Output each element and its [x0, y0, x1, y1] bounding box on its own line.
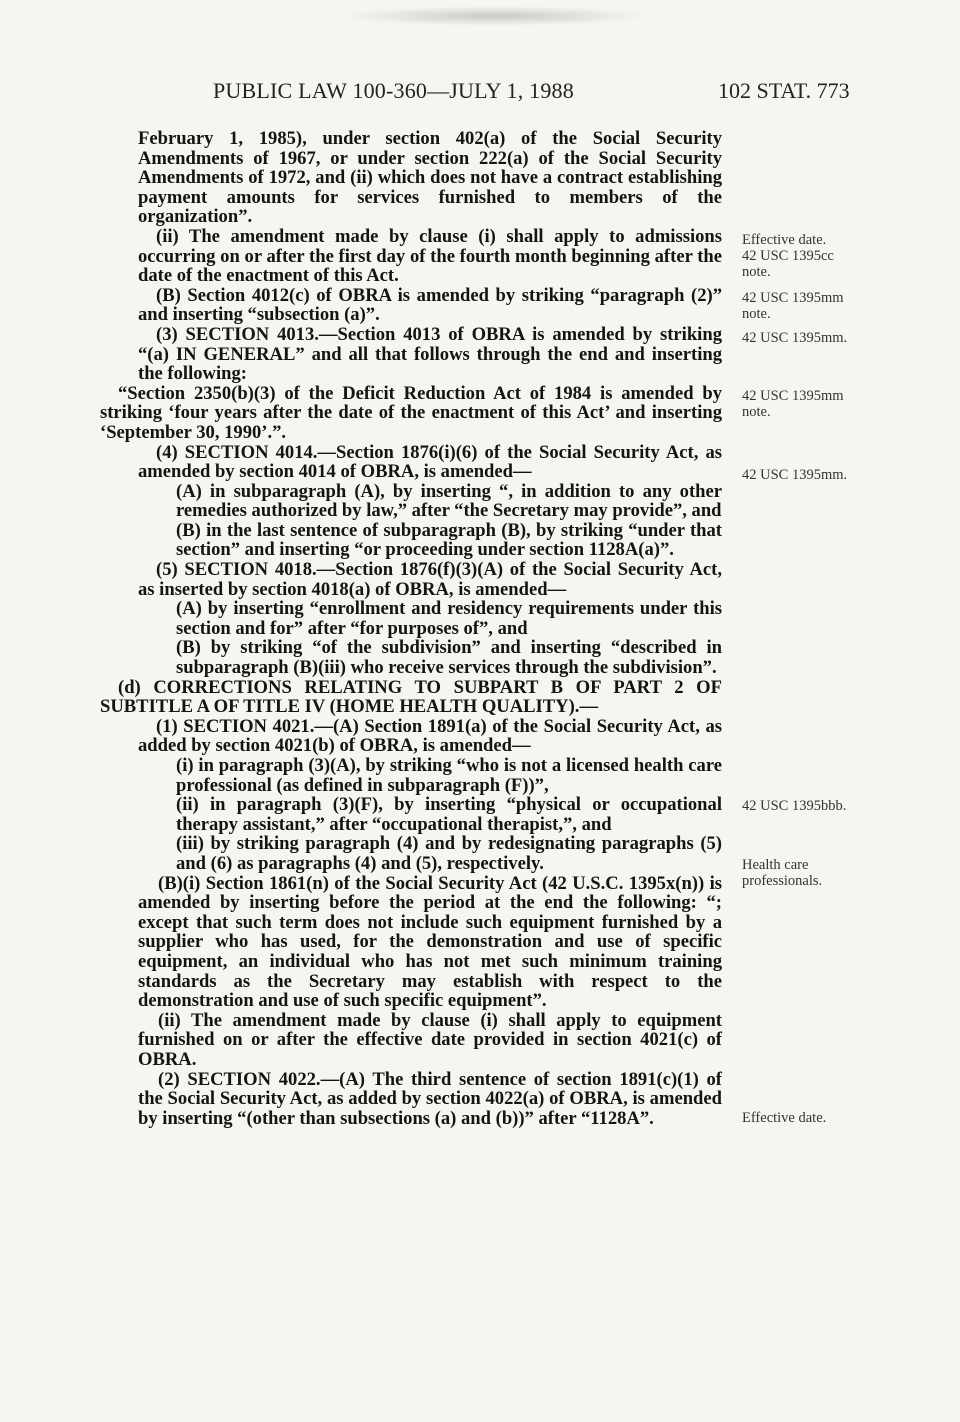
margin-note: 42 USC 1395mm note. [742, 388, 844, 420]
law-paragraph: (ii) The amendment made by clause (i) shall apply to admissions occurring on or after the first day of the fourth month beginning after the date of the enactment of this Act. [138, 225, 722, 287]
margin-note: 42 USC 1395mm. [742, 467, 848, 483]
scan-smudge [340, 6, 650, 26]
margin-note: 42 USC 1395bbb. [742, 798, 847, 814]
section-heading: SECTION 4022. [187, 1068, 321, 1090]
law-paragraph [100, 1070, 722, 1129]
paragraph-text: —(A) The third sentence of section 1891(c)(1) of the Social Security Act, as added by section 4022(a) of OBRA, is amended by inserting “(other than subsections (a) and (b))” after “1128A”. [138, 1068, 722, 1129]
margin-note: Effective date. [742, 1110, 827, 1126]
law-paragraph: (ii) in paragraph (3)(F), by inserting “physical or occupational therapy assistant,” after “occupational therapist,”, and [176, 794, 722, 835]
page-header [0, 78, 960, 108]
margin-note: 42 USC 1395mm note. [742, 290, 844, 322]
margin-note: Effective date. 42 USC 1395cc note. [742, 232, 834, 280]
law-paragraph [100, 560, 722, 599]
paragraph-number: (2) [158, 1068, 188, 1090]
law-paragraph: February 1, 1985), under section 402(a) of the Social Security Amendments of 1967, or under section 222(a) of the Social Security Amendments of 1972, and (ii) which does not have a contract establishing payment amounts for services furnished to members of the organization”. [138, 128, 722, 228]
law-paragraph: (A) in subparagraph (A), by inserting “, in addition to any other remedies authorized by law,” after “the Secretary may provide”, and [176, 480, 722, 522]
law-text [100, 129, 722, 1128]
section-heading: SECTION 4018. [184, 559, 317, 581]
page-number: 102 STAT. 773 [718, 78, 850, 103]
law-paragraph [100, 443, 722, 482]
law-paragraph [100, 717, 722, 756]
law-paragraph: (i) in paragraph (3)(A), by striking “who is not a licensed health care professional (as defined in subparagraph (F))”, [176, 755, 722, 796]
law-paragraph: (A) by inserting “enrollment and residency requirements under this section and for” after “for purposes of”, and [176, 598, 722, 639]
law-paragraph: (B) in the last sentence of subparagraph (B), by striking “under that section” and inserting “or proceeding under section 1128A(a)”. [176, 519, 722, 561]
section-heading: SECTION 4021. [183, 715, 315, 737]
section-heading: SECTION 4013. [185, 323, 319, 345]
paragraph-number: (3) [156, 323, 186, 345]
paragraph-number: (4) [156, 441, 185, 463]
law-paragraph: (ii) The amendment made by clause (i) shall apply to equipment furnished on or after the effective date provided in section 4021(c) of OBRA. [138, 1009, 722, 1070]
law-paragraph [100, 325, 722, 384]
margin-note: 42 USC 1395mm. [742, 330, 848, 346]
law-paragraph: “Section 2350(b)(3) of the Deficit Reduction Act of 1984 is amended by striking ‘four years after the date of the enactment of this Act’ and inserting ‘September 30, 1990’.”. [100, 382, 722, 443]
paragraph-text: —Section 1876(i)(6) of the Social Security Act, as amended by section 4014 of OBRA, is amended— [138, 441, 722, 483]
paragraph-number: (1) [156, 715, 184, 737]
law-paragraph: (B) Section 4012(c) of OBRA is amended by striking “paragraph (2)” and inserting “subsection (a)”. [138, 284, 722, 326]
law-paragraph: (B) by striking “of the subdivision” and inserting “described in subparagraph (B)(iii) who receive services through the subdivision”. [176, 637, 722, 679]
margin-note: Health care professionals. [742, 857, 823, 889]
paragraph-text: —Section 4013 of OBRA is amended by striking “(a) IN GENERAL” and all that follows through the end and inserting the following: [138, 323, 722, 385]
section-heading: SECTION 4014. [184, 441, 318, 463]
paragraph-text: —Section 1876(f)(3)(A) of the Social Security Act, as inserted by section 4018(a) of OBRA, is amended— [138, 559, 722, 600]
running-head: PUBLIC LAW 100-360—JULY 1, 1988 [213, 78, 574, 103]
law-paragraph: (B)(i) Section 1861(n) of the Social Security Act (42 U.S.C. 1395x(n)) is amended by inserting before the period at the end the following: “; except that such term does not include such equipment furnished by a supplier who has used, for the demonstration and use of specific equipment, an individual who has not met such minimum training standards as the Secretary may establish with respect to the demonstration and use of such specific equipment”. [138, 872, 722, 1012]
law-paragraph: (d) CORRECTIONS RELATING TO SUBPART B OF PART 2 OF SUBTITLE A OF TITLE IV (HOME HEALTH QUALITY).— [100, 676, 722, 718]
paragraph-text: —(A) Section 1891(a) of the Social Security Act, as added by section 4021(b) of OBRA, is amended— [138, 715, 722, 757]
paragraph-number: (5) [156, 559, 185, 581]
law-paragraph: (iii) by striking paragraph (4) and by redesignating paragraphs (5) and (6) as paragraphs (4) and (5), respectively. [176, 833, 722, 874]
